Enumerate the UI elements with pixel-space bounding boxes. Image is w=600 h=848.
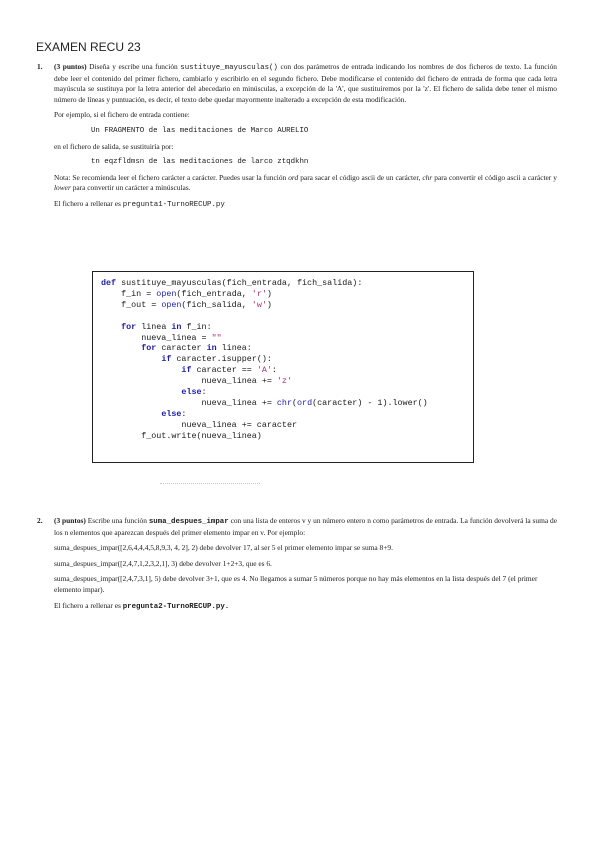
code-line: nueva_linea += 'z' — [101, 376, 292, 387]
file-instruction: El fichero a rellenar es pregunta1-TurnoRECUP.py — [54, 198, 225, 209]
divider — [160, 483, 260, 485]
code-line: nueva_linea += caracter — [101, 419, 298, 430]
note: Nota: Se recomienda leer el fichero carácter a carácter. Puedes usar la función ord para sacar el código ascii de un carácter, chr para convertir el código ascii a carácter y lower para convertir un carácter a minúsculas. — [54, 172, 557, 193]
code-line: else: — [181, 387, 207, 398]
example-intro: Por ejemplo, si el fichero de entrada contiene: — [54, 110, 190, 120]
question-number: 1. — [37, 62, 43, 71]
example-mid: en el fichero de salida, se sustituiría por: — [54, 141, 174, 151]
question-1 — [37, 62, 557, 211]
code-line: for caracter in linea: — [141, 343, 252, 354]
example-1: suma_despues_impar([2,6,4,4,4,5,8,9,3, 4, 2], 2) debe devolver 17, al ser 5 el primer elemento impar se suma 8+9. — [54, 543, 393, 553]
function-name: suma_despues_impar — [148, 518, 229, 526]
points-label: (3 puntos) — [54, 62, 87, 71]
example-output: tn eqzfldmsn de las meditaciones de larco ztqdkhn — [91, 158, 309, 167]
example-3: suma_despues_impar([2,4,7,3,1], 5) debe devolver 3+1, que es 4. No llegamos a sumar 5 números porque no hay más elementos en la lista después del 7 (el primer elemento impar). — [54, 574, 538, 594]
statement-text: con dos parámetros de entrada indicando los nombres de dos ficheros de texto. La función debe leer el contenido del primer fichero, cambiarlo y escribirlo en el segundo fichero. Debe modificarse el contenido del fichero de entrada de forma que cada letra mayúscula se sustituya por la letra anterior del abecedario en minúsculas, a excepción de la 'A', que sustituiremos por la 'z'. El fichero de salida debe tener el mismo número de líneas y puntuación, es decir, el texto debe quedar mayormente inalterado a excepción de esta modificación. — [54, 62, 557, 104]
code-line: f_in = open(fich_entrada, 'r') — [101, 288, 272, 299]
example-2: suma_despues_impar([2,4,7,1,2,3,2,1], 3) debe devolver 1+2+3, que es 6. — [54, 558, 272, 568]
code-line — [101, 311, 473, 322]
code-line: nueva_linea += chr(ord(caracter) - 1).lower() — [101, 397, 428, 408]
code-line: def sustituye_mayusculas(fich_entrada, fich_salida): — [101, 278, 363, 288]
file-name: pregunta1-TurnoRECUP.py — [122, 200, 225, 209]
statement-text: Diseña y escribe una función — [89, 62, 178, 71]
code-line: if caracter == 'A': — [181, 365, 277, 376]
statement-text: Escribe una función — [87, 516, 147, 525]
code-block — [92, 271, 474, 463]
code-line: if caracter.isupper(): — [161, 354, 272, 365]
question-statement — [54, 516, 557, 538]
code-line: nueva_linea = "" — [101, 332, 222, 343]
question-number: 2. — [37, 516, 43, 525]
function-name: sustituye_mayusculas() — [180, 64, 278, 72]
page-title: EXAMEN RECU 23 — [36, 40, 141, 54]
file-name: pregunta2-TurnoRECUP.py. — [122, 602, 230, 611]
code-line: f_out = open(fich_salida, 'w') — [101, 299, 272, 310]
code-line: else: — [161, 408, 187, 419]
example-input: Un FRAGMENTO de las meditaciones de Marco AURELIO — [91, 126, 309, 135]
statement-text: con una lista de enteros v y un número entero n como parámetros de entrada. La función devolverá la suma de los n elementos que aparezcan después del primer elemento impar en v. Por ejemplo: — [54, 516, 557, 537]
code-line: f_out.write(nueva_linea) — [101, 430, 262, 441]
file-instruction: El fichero a rellenar es pregunta2-TurnoRECUP.py. — [54, 600, 230, 611]
question-statement — [54, 62, 557, 105]
points-label: (3 puntos) — [54, 516, 86, 525]
code-line: for linea in f_in: — [121, 321, 212, 332]
question-2 — [37, 516, 557, 612]
